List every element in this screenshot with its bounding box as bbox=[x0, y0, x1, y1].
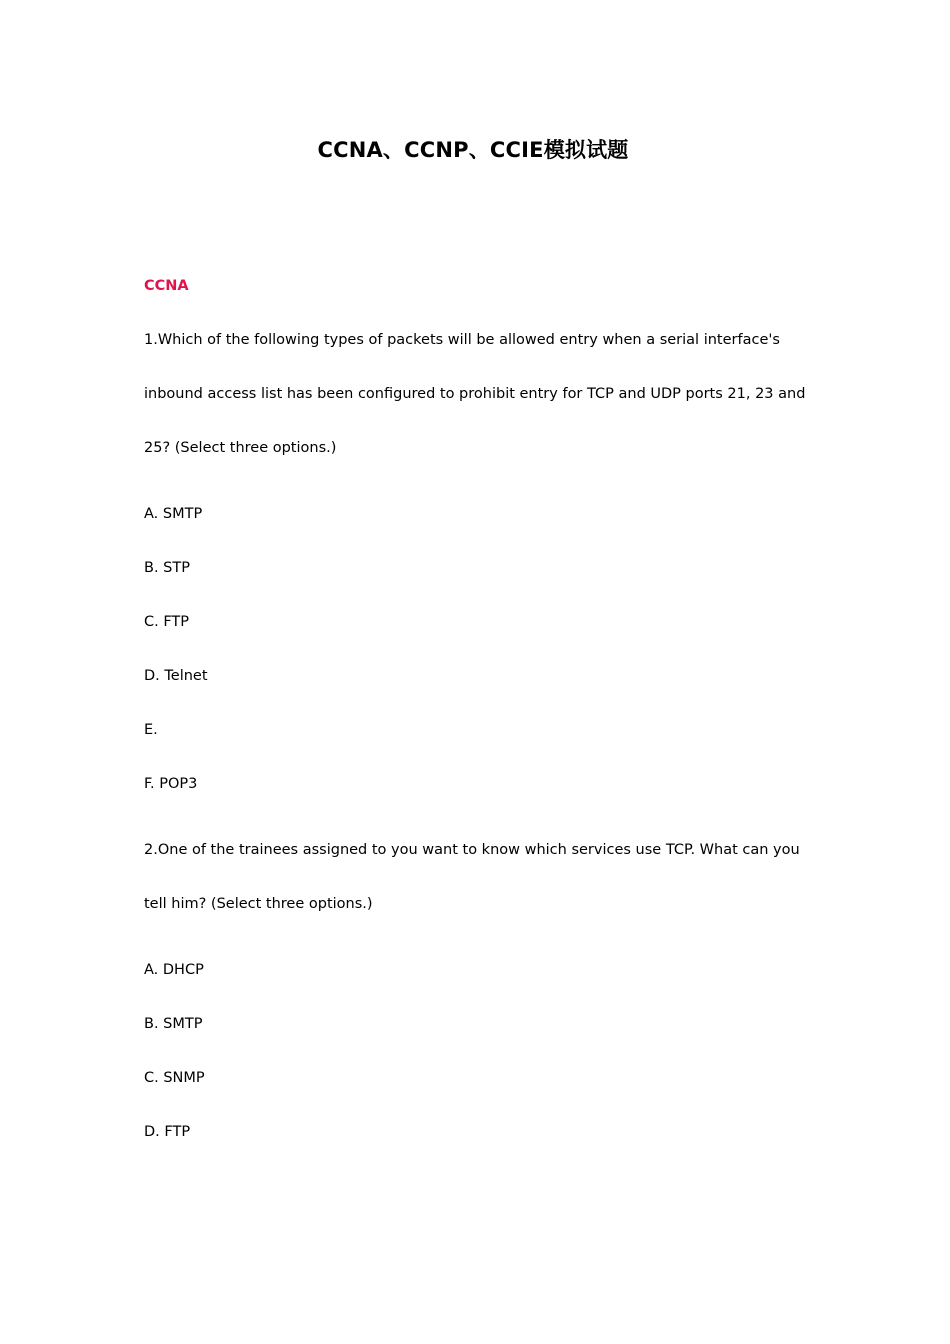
question-1-option-f: F. POP3 bbox=[144, 776, 198, 792]
question-1-line-2: inbound access list has been configured to prohibit entry for TCP and UDP ports 21, 23 and bbox=[144, 386, 806, 402]
question-2-option-c: C. SNMP bbox=[144, 1070, 205, 1086]
question-2-option-d: D. FTP bbox=[144, 1124, 191, 1140]
section-heading: CCNA bbox=[144, 278, 189, 294]
question-2-option-b: B. SMTP bbox=[144, 1016, 203, 1032]
document-title: CCNA、CCNP、CCIE模拟试题 bbox=[317, 138, 629, 162]
question-1-option-e: E. bbox=[144, 722, 158, 738]
question-1-line-1: 1.Which of the following types of packets will be allowed entry when a serial interface's bbox=[144, 332, 780, 348]
question-1-option-b: B. STP bbox=[144, 560, 190, 576]
question-1-line-3: 25? (Select three options.) bbox=[144, 440, 337, 456]
question-1-option-c: C. FTP bbox=[144, 614, 190, 630]
question-2-line-1: 2.One of the trainees assigned to you want to know which services use TCP. What can you bbox=[144, 842, 800, 858]
question-2-line-2: tell him? (Select three options.) bbox=[144, 896, 373, 912]
question-1-option-a: A. SMTP bbox=[144, 506, 203, 522]
question-1-option-d: D. Telnet bbox=[144, 668, 208, 684]
question-2-option-a: A. DHCP bbox=[144, 962, 204, 978]
